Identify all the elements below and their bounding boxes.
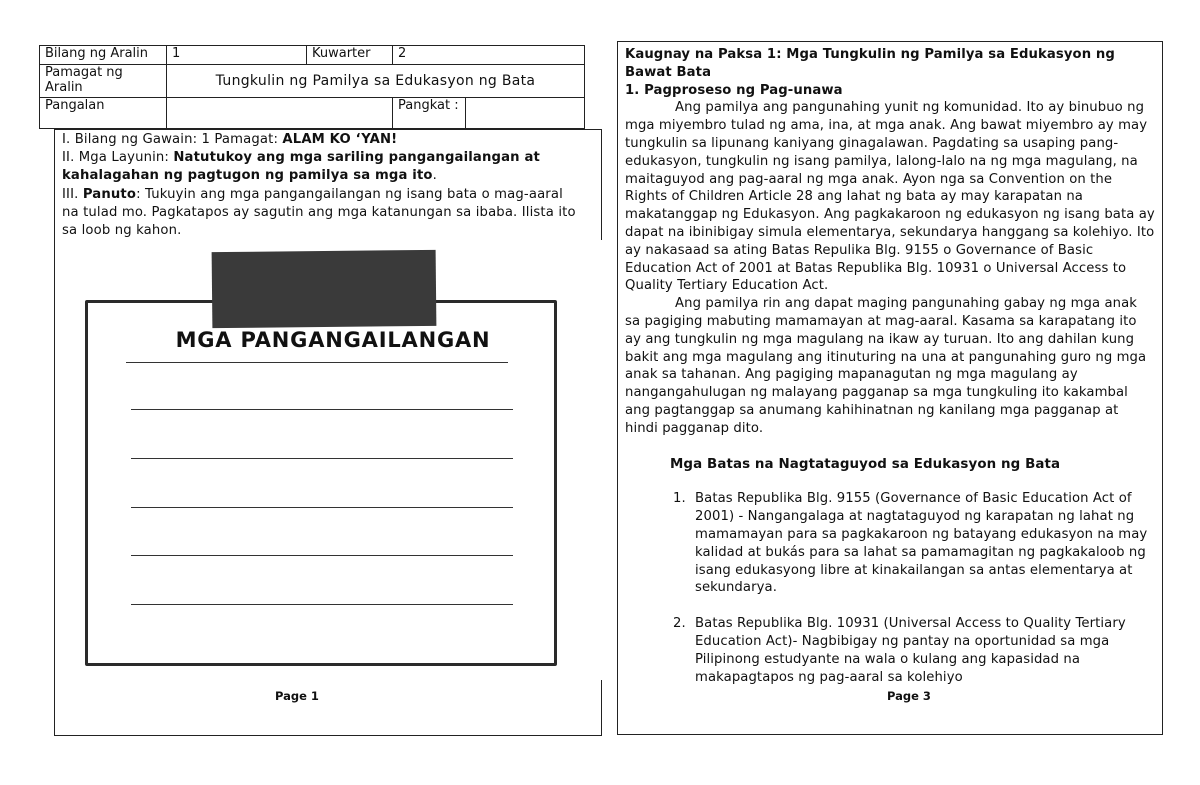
activity-line: I. Bilang ng Gawain: 1 Pamagat: ALAM KO ‘YAN! [62,132,398,147]
topic-title: Kaugnay na Paksa 1: Mga Tungkulin ng Pamilya sa Edukasyon ng Bawat Bata [625,47,1115,80]
right-page-content [625,46,1155,686]
answer-line-4[interactable] [131,507,513,508]
answer-line-3[interactable] [131,458,513,459]
page-number-left: Page 1 [275,689,319,703]
instructions-text: : Tukuyin ang mga pangangailangan ng isang bata o mag-aaral na tulad mo. Pagkatapos ay sagutin ang mga katanungan sa ibaba. Ilista ito sa loob ng kahon. [62,186,576,239]
paragraph-2: Ang pamilya rin ang dapat maging pangunahing gabay ng mga anak sa pagiging mabuting mamamayan at mag-aaral. Kasama sa karapatang ito ay ang tungkulin ng mga magulang na ikaw ay turuan. Ito ang dahilan kung bakit ang mga magulang ang itinuturing na una at pangunahing guro ng mga anak sa tahanan. Ang pagiging mapanagutan ng mga magulang ay nangangahulugan ng malayang pagganap sa mga tungkuling ito kakambal ang pagtanggap sa anumang kahihinatnan ng kanilang mga pagganap at hindi pagganap dito. [625,296,1147,436]
lesson-header-table [39,45,585,129]
laws-list [625,490,1155,686]
list-item: 1. Batas Republika Blg. 9155 (Governance of Basic Education Act of 2001) - Nangangalaga at nagtataguyod ng karapatan ng lahat ng mamamayan para sa pagkakaroon ng batayang edukasyon na may kalidad at bukás para sa lahat sa pamamagitan ng pagkakaloob ng isang edukasyong libre at kinakailangan sa antas elementarya at sekundarya. [673,491,1148,596]
answer-line-6[interactable] [131,604,513,605]
group-label: Pangkat : [393,98,466,129]
paragraph-1: Ang pamilya ang pangunahing yunit ng komunidad. Ito ay binubuo ng mga miyembro tulad ng ama, ina, at mga anak. Ang bawat miyembro ay may tungkulin sa lipunang kaniyang ginagalawan. Pagdating sa usaping pang-edukasyon, tungkulin ng isang pamilya, lalong-lalo na ng mga magulang, na maitaguyod ang pag-aaral ng mga anak. Ayon nga sa Convention on the Rights of Children Article 28 ang lahat ng bata ay may karapatan na makatanggap ng Edukasyon. Ang pagkakaroon ng edukasyon ng isang bata ay dapat na ibinibigay simula elementarya, sekundarya hanggang sa kolehiyo. Ito ay nakasaad sa ating Batas Repulika Blg. 9155 o Governance of Basic Education Act of 2001 at Batas Republika Blg. 10931 o Universal Access to Quality Tertiary Education Act. [625,100,1155,294]
activity-instructions [62,131,582,240]
answer-line-2[interactable] [131,409,513,410]
lesson-title-label: Pamagat ng Aralin [40,65,167,98]
instructions-label: Panuto [82,186,137,202]
quarter-value: 2 [393,46,585,65]
lesson-number-value: 1 [167,46,307,65]
answer-line-1[interactable] [126,362,508,363]
objective-text: Natutukoy ang mga sariling pangangailangan at kahalagahan ng pagtugon ng pamilya sa mga ito [62,150,540,184]
instructions-line: III. Panuto: Tukuyin ang mga pangangailangan ng isang bata o mag-aaral na tulad mo. Pagkatapos ay sagutin ang mga katanungan sa ibaba. Ilista ito sa loob ng kahon. [62,186,576,239]
group-field[interactable] [466,98,585,129]
law-text: Batas Republika Blg. 10931 (Universal Access to Quality Tertiary Education Act)- Nagbibigay ng pantay na oportunidad sa mga Pilipinong estudyante na wala o kulang ang kapasidad na makapagtapos ng pag-aaral sa kolehiyo [695,616,1126,685]
activity-title: ALAM KO ‘YAN! [282,132,398,147]
law-text: Batas Republika Blg. 9155 (Governance of Basic Education Act of 2001) - Nangangalaga at nagtataguyod ng karapatan ng lahat ng mamamayan para sa pagkakaroon ng batayang edukasyon na may kalidad at bukás para sa lahat sa pamamagitan ng pagkakaloob ng isang edukasyong libre at kinakailangan sa antas elementarya at sekundarya. [695,491,1148,596]
tape-decoration [212,250,437,328]
answer-line-5[interactable] [131,555,513,556]
list-item: 2. Batas Republika Blg. 10931 (Universal Access to Quality Tertiary Education Act)- Nagbibigay ng pantay na oportunidad sa mga Pilipinong estudyante na wala o kulang ang kapasidad na makapagtapos ng pag-aaral sa kolehiyo [673,616,1126,685]
objective-line: II. Mga Layunin: Natutukoy ang mga sariling pangangailangan at kahalagahan ng pagtugon ng pamilya sa mga ito. [62,150,540,184]
name-label: Pangalan [40,98,167,129]
laws-heading: Mga Batas na Nagtataguyod sa Edukasyon ng Bata [670,456,1061,472]
lesson-number-label: Bilang ng Aralin [40,46,167,65]
section-title: 1. Pagproseso ng Pag-unawa [625,82,843,98]
lesson-title-value: Tungkulin ng Pamilya sa Edukasyon ng Bata [167,65,585,98]
page-number-right: Page 3 [887,689,931,703]
needs-answer-box [85,300,557,666]
needs-box-title: MGA PANGANGAILANGAN [175,328,491,352]
quarter-label: Kuwarter [307,46,393,65]
name-field[interactable] [167,98,393,129]
